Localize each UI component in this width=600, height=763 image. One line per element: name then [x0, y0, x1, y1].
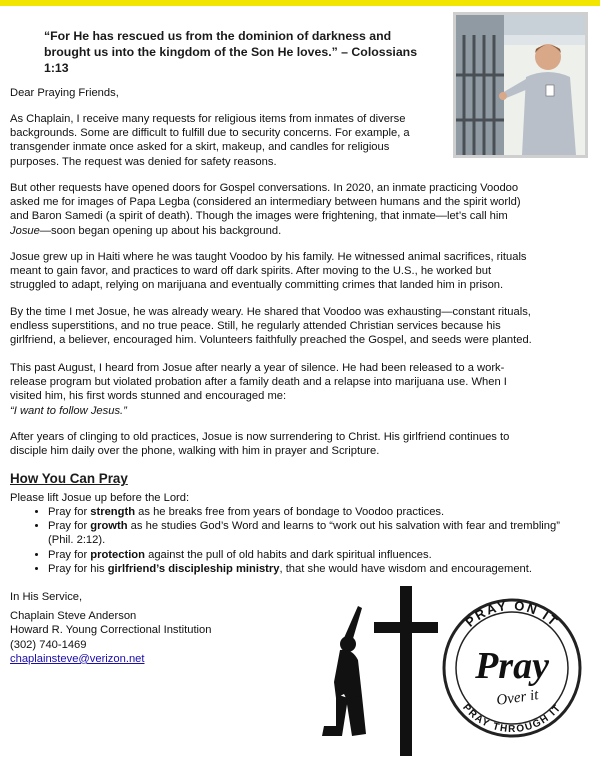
prayer-item-text: against the pull of old habits and dark spiritual influences. — [144, 548, 432, 561]
email-link[interactable]: chaplainsteve@verizon.net — [10, 652, 145, 665]
paragraph-1 — [10, 112, 450, 169]
prayer-item — [48, 519, 588, 547]
chaplain-photo — [453, 12, 588, 158]
prayer-item-text: , that she would have wisdom and encouragement. — [279, 562, 532, 575]
paragraph-3-line: Josue grew up in Haiti where he was taught Voodoo by his family. He witnessed animal sacrifices, rituals — [10, 251, 527, 263]
signature-block — [10, 590, 212, 666]
paragraph-6-line: After years of clinging to old practices, Josue is now surrendering to Christ. His girlfriend continues to — [10, 431, 510, 443]
prayer-item-keyword: girlfriend’s discipleship ministry — [107, 562, 280, 575]
chaplain-photo-icon — [456, 15, 585, 155]
paragraph-3 — [10, 250, 590, 293]
paragraph-5-line: visited him, his first words stunned and encouraged me: — [10, 390, 287, 403]
scripture-verse — [44, 28, 424, 76]
paragraph-2-line: and Baron Samedi (a spirit of death). Though the images were frightening, that inmate—let’s call him — [10, 210, 508, 223]
paragraph-2-line: asked me for images of Papa Legba (considered an intermediary between humans and the spirit world) — [10, 196, 521, 209]
prayer-item-keyword: strength — [90, 506, 136, 518]
josue-name: Josue — [10, 224, 40, 237]
prayer-item — [48, 505, 588, 519]
paragraph-4-line: girlfriend, a believer, encouraged him. Volunteers faithfully preached the Gospel, and seeds were planted. — [10, 334, 532, 347]
paragraph-1-line: transgender inmate once asked for a skirt, makeup, and candles for religious — [10, 141, 390, 154]
prayer-item-text: Pray for — [48, 520, 91, 533]
prayer-intro: Please lift Josue up before the Lord: — [10, 492, 190, 504]
paragraph-1-line: As Chaplain, I receive many requests for religious items from inmates of diverse — [10, 113, 406, 125]
prayer-item-keyword: growth — [90, 520, 128, 533]
praying-cross-icon — [318, 586, 590, 756]
prayer-item-text: Pray for — [48, 548, 91, 561]
prayer-item-text: Pray for his — [48, 562, 108, 575]
paragraph-2-line — [10, 224, 590, 238]
prayer-item-text: as he breaks free from years of bondage to Voodoo practices. — [135, 506, 445, 518]
paragraph-5-line: This past August, I heard from Josue after nearly a year of silence. He had been released to a work- — [10, 362, 505, 374]
pray-over-it-artwork — [318, 586, 590, 756]
verse-line-2: brought us into the kingdom of the Son He loves.” – Colossians 1:13 — [44, 45, 418, 75]
prayer-list — [10, 505, 588, 576]
how-you-can-pray-heading: How You Can Pray — [10, 471, 128, 486]
paragraph-3-line: struggled to adapt, relying on marijuana and eventually committing crimes that landed him in prison. — [10, 279, 504, 292]
prayer-item — [48, 548, 588, 562]
prayer-item-text: as he studies God’s Word and learns to “work out his salvation with fear and trembling” (Phil. 2:12). — [48, 520, 560, 547]
paragraph-2-line-rest: —soon began opening up about his background. — [39, 224, 282, 237]
closing: In His Service, — [10, 591, 83, 603]
art-center-text: Pray — [475, 645, 549, 687]
paragraph-5 — [10, 361, 590, 418]
salutation: Dear Praying Friends, — [10, 87, 119, 99]
chaplain-name: Chaplain Steve Anderson — [10, 610, 137, 623]
prayer-item — [48, 562, 588, 576]
paragraph-2 — [10, 181, 590, 238]
institution-name: Howard R. Young Correctional Institution — [10, 624, 212, 637]
paragraph-1-line: backgrounds. Some are difficult to fulfill due to security concerns. For example, a — [10, 127, 410, 140]
art-over-text: Over it — [495, 687, 540, 709]
paragraph-4 — [10, 305, 590, 348]
paragraph-5-line: release program but violated probation after a family death and a relapse into marijuana use. When I — [10, 376, 507, 389]
paragraph-4-line: By the time I met Josue, he was already weary. He shared that Voodoo was exhausting—constant rituals, — [10, 306, 531, 318]
jesus-quote: “I want to follow Jesus.” — [10, 404, 127, 417]
paragraph-1-line: purposes. The request was denied for safety reasons. — [10, 155, 277, 168]
paragraph-6-line: disciple him daily over the phone, walking with him in prayer and Scripture. — [10, 445, 380, 458]
prayer-item-text: Pray for — [48, 506, 91, 518]
art-bottom-text: PRAY THROUGH IT — [460, 702, 564, 736]
paragraph-6 — [10, 430, 590, 458]
prayer-item-keyword: protection — [90, 548, 145, 561]
art-top-text: PRAY ON IT — [462, 597, 562, 630]
top-accent-bar — [0, 0, 600, 6]
verse-line-1: “For He has rescued us from the dominion of darkness and — [44, 29, 392, 43]
phone-number: (302) 740-1469 — [10, 638, 87, 651]
paragraph-4-line: endless superstitions, and no true peace. Still, he regularly attended Christian services because his — [10, 320, 501, 333]
paragraph-3-line: meant to gain favor, and practices to ward off dark spirits. After moving to the U.S., he worked but — [10, 265, 492, 278]
paragraph-2-line: But other requests have opened doors for Gospel conversations. In 2020, an inmate practicing Voodoo — [10, 182, 519, 194]
